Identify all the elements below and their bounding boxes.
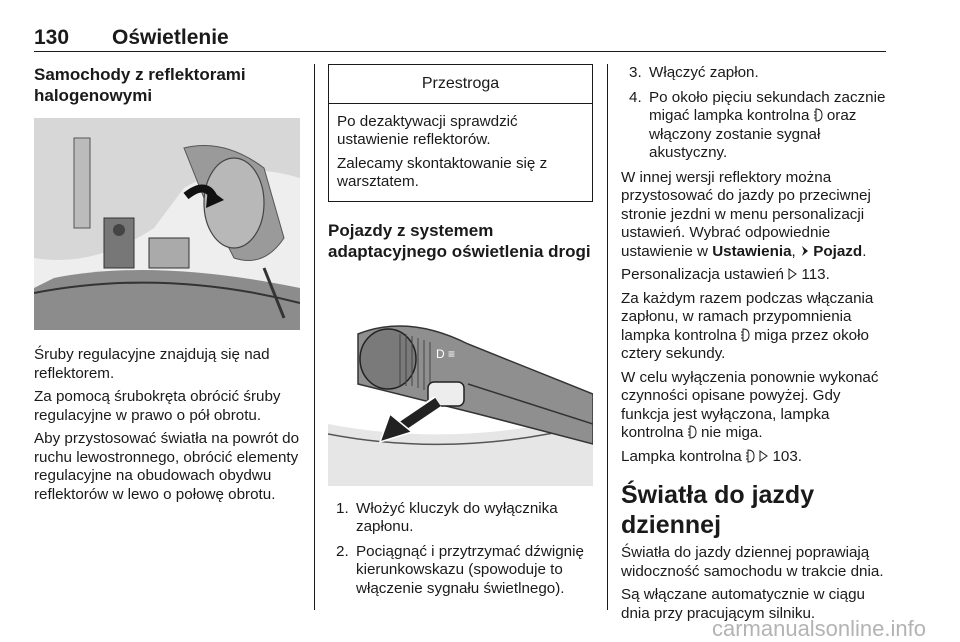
- page-reference: 113.: [801, 266, 830, 283]
- body-text: [621, 369, 888, 443]
- headlamp-leveling-icon: [746, 449, 755, 463]
- step-text: Pociągnąć i przytrzymać dźwignię kierunkowskazu (spowoduje to włączenie sygnału świetlnego).: [356, 542, 584, 597]
- caution-text: Po dezaktywacji sprawdzić ustawienie reflektorów.: [337, 112, 518, 148]
- procedure-steps: [621, 64, 888, 163]
- page-reference-arrow-icon: [788, 268, 797, 280]
- step-text: Włożyć kluczyk do wyłącznika zapłonu.: [356, 499, 558, 535]
- body-text: Światła do jazdy dziennej poprawiają widoczność samochodu w trakcie dnia.: [621, 544, 884, 580]
- section-heading-halogen: Samochody z reflektorami halogenowymi: [34, 65, 246, 105]
- text-run: W innej wersji reflektory można przystosować do jazdy po przeciwnej stronie jezdni w menu personalizacji ustawień. Wybrać odpowiednie ustawienie w: [621, 168, 871, 260]
- headlamp-leveling-icon: [814, 108, 823, 122]
- headlamp-adjustment-illustration: [34, 118, 300, 330]
- text-run: Lampka kontrolna: [621, 447, 742, 465]
- list-item: [621, 89, 888, 163]
- text-run: W celu wyłączenia ponownie wykonać czynności opisane powyżej. Gdy funkcja jest wyłączona, lampka kontrolna: [621, 368, 879, 441]
- text-run: Za każdym razem podczas włączania zapłonu, w ramach przypomnienia lampka kontrolna: [621, 289, 874, 344]
- body-text: Za pomocą śrubokręta obrócić śruby regulacyjne w prawo o pół obrotu.: [34, 388, 281, 424]
- body-text: [621, 290, 888, 364]
- column-left: [34, 64, 300, 509]
- body-text: Aby przystosować światła na powrót do ruchu lewostronnego, obrócić elementy regulacyjne na obudowach obydwu reflektorów w lewo o połowę obrotu.: [34, 430, 300, 503]
- menu-path-vehicle: Pojazd: [813, 242, 863, 260]
- menu-arrow-icon: [800, 245, 809, 257]
- page-header: [34, 26, 886, 52]
- list-item: [328, 500, 593, 537]
- body-text: Są włączane automatycznie w ciągu dnia przy pracującym silniku.: [621, 586, 865, 622]
- section-heading-adaptive: Pojazdy z systemem adaptacyjnego oświetlenia drogi: [328, 220, 591, 261]
- body-text: [621, 266, 888, 285]
- list-item: [621, 64, 888, 83]
- page-title: Oświetlenie: [112, 26, 229, 49]
- caution-box: [328, 64, 593, 202]
- text-run: nie miga.: [700, 424, 763, 441]
- text-run: Personalizacja ustawień: [621, 266, 784, 283]
- page-number: 130: [34, 26, 70, 49]
- caution-text: Zalecamy skontaktowanie się z warsztatem.: [337, 154, 548, 190]
- step-number: 3.: [629, 64, 642, 81]
- step-number: 2.: [336, 542, 349, 560]
- caution-body: [329, 104, 592, 201]
- text-run: .: [862, 242, 867, 260]
- body-text: [621, 448, 888, 467]
- figure-caption: Śruby regulacyjne znajdują się nad reflektorem.: [34, 346, 270, 382]
- step-number: 1.: [336, 499, 349, 517]
- page-reference: 103.: [772, 447, 802, 465]
- column-divider: [314, 64, 315, 610]
- caution-title: Przestroga: [329, 65, 592, 104]
- turn-signal-lever-illustration: [328, 274, 593, 486]
- step-text: Włączyć zapłon.: [649, 64, 759, 81]
- body-text: [621, 169, 888, 262]
- headlamp-leveling-icon: [688, 425, 697, 439]
- watermark: carmanualsonline.info: [711, 616, 926, 641]
- text-run: ,: [791, 242, 796, 260]
- svg-text:D ≡: D ≡: [436, 346, 456, 361]
- step-text: oraz włączony zostanie sygnał akustyczny.: [649, 107, 857, 161]
- column-middle: [328, 64, 593, 604]
- menu-path-settings: Ustawienia: [712, 242, 792, 260]
- procedure-steps: [328, 500, 593, 599]
- column-right: [621, 64, 888, 628]
- step-number: 4.: [629, 88, 642, 106]
- step-text: Po około pięciu sekundach zacznie migać lampka kontrolna: [649, 88, 886, 124]
- list-item: [328, 543, 593, 599]
- section-heading-daytime-lights: Światła do jazdy dziennej: [621, 481, 815, 539]
- column-divider: [607, 64, 608, 610]
- page-reference-arrow-icon: [759, 450, 768, 462]
- text-run: miga przez około cztery sekundy.: [621, 326, 869, 362]
- headlamp-leveling-icon: [741, 328, 750, 342]
